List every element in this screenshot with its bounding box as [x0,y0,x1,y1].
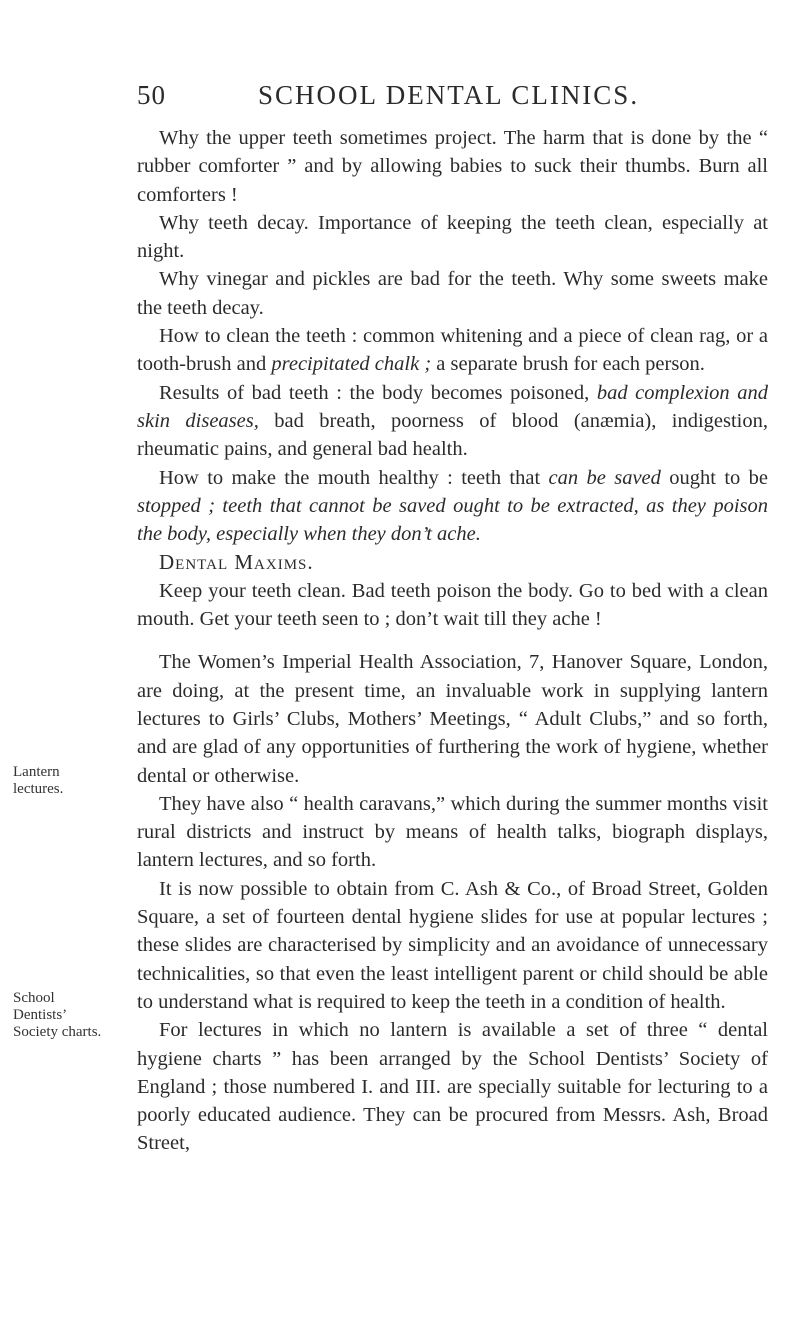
text-span: How to clean the teeth : common whitening and a piece of clean rag, or a tooth-brush and [137,325,768,376]
sidenote-school-dentists-charts: School Dentists’ Society charts. [13,990,102,1040]
section-heading-dental-maxims: Dental Maxims. [159,550,314,575]
paragraph-healthy-mouth [137,464,768,549]
italic-span: precipitated chalk ; [271,353,432,376]
paragraph-teeth-decay: Why teeth decay. Importance of keeping the teeth clean, especially at night. [137,211,768,263]
paragraph-lantern-slides: It is now possible to obtain from C. Ash & Co., of Broad Street, Golden Square, a set of fourteen dental hygiene slides for use at popular lectures ; these slides are characterised by simplicity and an avoidance of unnecessary technicalities, so that even the least intelligent parent or child should be able to understand what is required to keep the teeth in a condition of health. [137,877,768,1013]
paragraph-health-association: The Women’s Imperial Health Association, 7, Hanover Square, London, are doing, at the present time, an invaluable work in supplying lantern lectures to Girls’ Clubs, Mothers’ Meetings, “ Adult Clubs,” and so forth, and are glad of any opportunities of furthering the work of hygiene, whether dental or otherwise. [137,651,768,787]
page-number: 50 [137,80,166,110]
paragraph-gap [137,633,768,648]
paragraph-upper-teeth: Why the upper teeth sometimes project. The harm that is done by the “ rubber comforter ” and by allowing babies to suck their thumbs. Burn all comforters ! [137,127,768,206]
paragraph-how-to-clean [137,322,768,379]
text-span: ought to be [660,466,768,489]
body-text [137,124,768,1158]
text-span: How to make the mouth healthy : teeth that [159,466,549,489]
text-span: a separate brush for each person. [431,353,705,376]
paragraph-health-caravans: They have also “ health caravans,” which during the summer months visit rural districts and instruct by means of health talks, biograph displays, lantern lectures, and so forth. [137,792,768,872]
running-title: SCHOOL DENTAL CLINICS. [258,80,640,110]
paragraph-vinegar-pickles: Why vinegar and pickles are bad for the teeth. Why some sweets make the teeth decay. [137,268,768,319]
text-span: Results of bad teeth : the body becomes poisoned, [159,381,597,404]
paragraph-results-bad-teeth [137,379,768,464]
italic-span: can be saved [548,466,661,489]
paragraph-maxims: Keep your teeth clean. Bad teeth poison the body. Go to bed with a clean mouth. Get your teeth seen to ; don’t wait till they ache ! [137,579,768,631]
italic-span: stopped ; teeth that cannot be saved ought to be extracted, as they poison the body, especially when they don’t ache. [137,494,768,546]
paragraph-hygiene-charts: For lectures in which no lantern is available a set of three “ dental hygiene charts ” has been arranged by the School Dentists’ Society of England ; those numbered I. and III. are specially suitable for lecturing to a poorly educated audience. They can be procured from Messrs. Ash, Broad Street, [137,1019,768,1155]
italic-span: bad complexion and skin diseases, [137,381,768,432]
text-span: bad breath, poorness of blood (anæmia), indigestion, rheumatic pains, and general bad health. [137,409,768,461]
sidenote-lantern-lectures: Lantern lectures. [13,764,64,797]
